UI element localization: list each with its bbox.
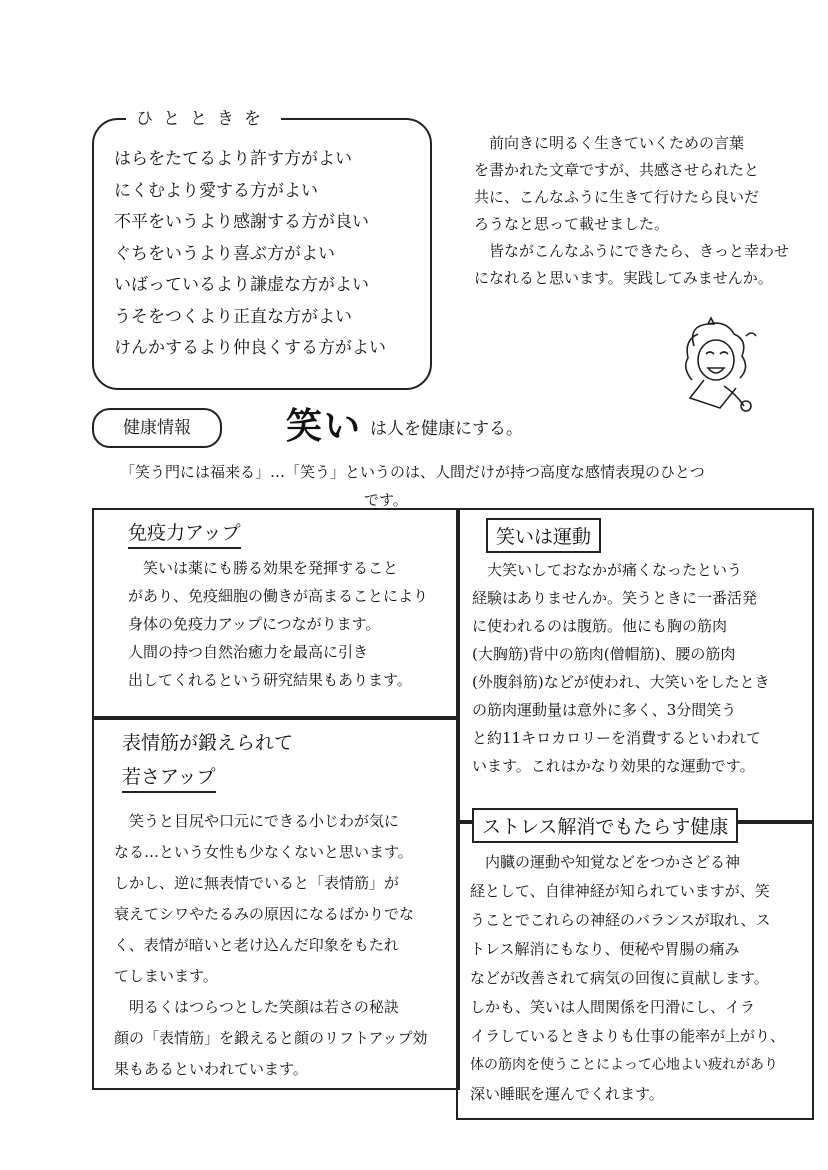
hitotoki-lines [114,144,386,365]
stress-line: 内臓の運動や知覚などをつかさどる神 [470,853,741,871]
stress-line: 深い睡眠を運んでくれます。 [470,1085,664,1103]
laughing-girl-illustration [664,316,764,414]
face-line: 明るくはつらつとした笑顔は若さの秘訣 [114,998,399,1016]
proverb-text [120,458,705,514]
proverb-line: 「笑う門には福来る」…「笑う」というのは、人間だけが持つ高度な感情表現のひとつ [120,463,705,481]
exercise-line: と約11キロカロリーを消費するといわれて [472,729,762,747]
stress-line: 体の筋肉を使うことによって心地よい疲れがあり [470,1057,778,1073]
laughter-title-rest: は人を健康にする。 [370,419,523,439]
face-line: 衰えてシワやたるみの原因になるばかりでな [114,905,415,923]
immunity-line: 出してくれるという研究結果もあります。 [128,671,412,689]
hitotoki-line: うそをつくより正直な方がよい [114,306,352,327]
stress-line: 経として、自律神経が知られていますが、笑 [470,882,770,900]
stress-line: などが改善されて病気の回復に貢献します。 [470,969,769,987]
exercise-line: (外腹斜筋)などが使われ、大笑いをしたとき [472,673,770,691]
face-body [114,806,428,1085]
exercise-line: 大笑いしておなかが痛くなったという [472,561,743,579]
immunity-line: があり、免疫細胞の働きが高まることにより [128,587,429,605]
face-title-line1: 表情筋が鍛えられて [122,732,294,754]
exercise-title: 笑いは運動 [486,518,601,553]
proverb-line: です。 [364,491,408,509]
intro-paragraph [474,130,789,292]
hitotoki-line: けんかするより仲良くする方がよい [114,338,386,358]
laughter-title: 笑い [286,405,363,447]
exercise-body [472,556,770,780]
immunity-line: 人間の持つ自然治癒力を最高に引き [128,643,369,661]
intro-line: を書かれた文章ですが、共感させられたと [474,161,760,179]
face-line: 顔の「表情筋」を鍛えると顔のリフトアップ効 [114,1029,428,1047]
exercise-line: います。これはかなり効果的な運動です。 [472,757,755,775]
exercise-line: に使われるのは腹筋。他にも胸の筋肉 [472,617,728,635]
exercise-line: の筋肉運動量は意外に多く、3分間笑う [472,701,737,719]
health-info-badge: 健康情報 [92,408,222,448]
intro-line: ろうなと思って載せました。 [474,215,670,233]
intro-line: になれると思います。実践してみませんか。 [474,269,773,287]
hitotoki-line: ぐちをいうより喜ぶ方がよい [114,243,335,264]
stress-line: しかも、笑いは人間関係を円滑にし、イラ [470,998,756,1016]
stress-line: トレス解消にもなり、便秘や胃腸の痛み [470,940,740,958]
intro-line: 前向きに明るく生きていくための言葉 [474,134,745,152]
hitotoki-line: にくむより愛する方がよい [114,180,318,201]
exercise-line: 経験はありませんか。笑うときに一番活発 [472,589,758,607]
intro-line: 共に、こんなふうに生きて行けたら良いだ [474,188,760,206]
face-line: てしまいます。 [114,967,218,985]
face-title-line2: 若さアップ [122,762,216,793]
hitotoki-title: ひとときを [126,104,281,129]
hitotoki-line: いばっているより謙虚な方がよい [114,275,369,295]
stress-line: うことでこれらの神経のバランスが取れ、ス [470,911,771,929]
face-line: なる…という女性も少なくないと思います。 [114,843,413,861]
face-line: 果もあるといわれています。 [114,1060,308,1078]
hitotoki-line: 不平をいうより感謝する方が良い [114,212,369,232]
immunity-line: 身体の免疫力アップにつながります。 [128,615,381,633]
immunity-line: 笑いは薬にも勝る効果を発揮すること [128,559,399,577]
stress-line: イラしているときよりも仕事の能率が上がり、 [470,1027,786,1045]
face-line: 笑うと目尻や口元にできる小じわが気に [114,812,400,830]
face-line: しかし、逆に無表情でいると「表情筋」が [114,874,400,892]
face-line: く、表情が暗いと老け込んだ印象をもたれ [114,936,399,954]
intro-line: 皆ながこんなふうにできたら、きっと幸わせ [474,242,790,260]
immunity-body [128,554,428,694]
stress-body [470,848,785,1109]
hitotoki-line: はらをたてるより許す方がよい [114,149,352,169]
stress-title: ストレス解消でもたらす健康 [472,808,738,843]
exercise-line: (大胸筋)背中の筋肉(僧帽筋)、腰の筋肉 [472,645,736,663]
immunity-title: 免疫力アップ [128,518,241,549]
